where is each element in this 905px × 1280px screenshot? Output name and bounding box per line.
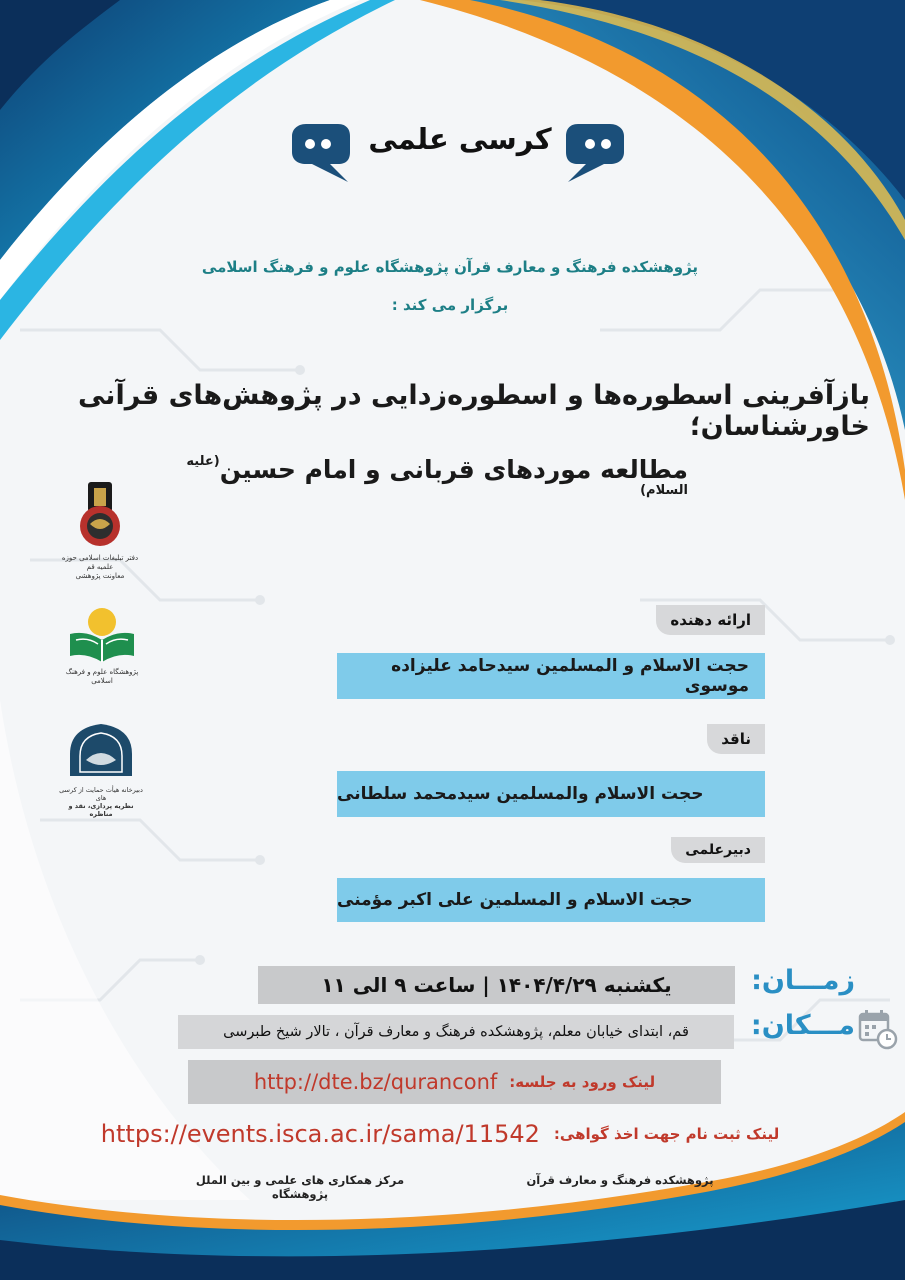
logo-research-institute [62,604,142,686]
event-time-value: یکشنبه ۱۴۰۴/۴/۲۹ | ساعت ۹ الی ۱۱ [258,966,735,1004]
event-subtitle-honorific: (علیه السلام) [186,453,688,498]
logo-caption-2a: پژوهشگاه علوم و فرهنگ اسلامی [65,668,139,685]
event-place-label: مـــکان: [750,1010,855,1041]
session-link-url[interactable]: http://dte.bz/quranconf [253,1070,498,1094]
event-title: بازآفرینی اسطوره‌ها و اسطوره‌زدایی در پژوهش‌های قرآنی خاورشناسان؛ [77,380,870,442]
registration-row [60,1120,820,1148]
event-subtitle [150,455,688,513]
logo-caption-3b: نظریه پردازی، نقد و مناظره [68,802,134,818]
event-time-label: زمـــان: [751,965,855,996]
session-link-label: لینک ورود به جلسه: [509,1073,656,1091]
book-sun-logo-icon [62,604,142,664]
role-name-presenter: حجت الاسلام و المسلمین سیدحامد علیزاده موسوی [337,653,765,699]
calendar-clock-icon [858,1008,898,1050]
registration-url[interactable]: https://events.isca.ac.ir/sama/11542 [100,1120,540,1148]
logo-secretariat [56,720,146,818]
organizer-hosts: برگزار می کند : [391,296,509,314]
event-subtitle-main: مطالعه موردهای قربانی و امام حسین [219,455,688,484]
session-link-box [188,1060,721,1104]
footer-left-org: مرکز همکاری های علمی و بین الملل پژوهشگاه [195,1173,405,1201]
footer-right-org: پژوهشکده فرهنگ و معارف قرآن [526,1173,714,1187]
header-title: کرسی علمی [368,122,552,156]
event-place-value: قم، ابتدای خیابان معلم، پژوهشکده فرهنگ و معارف قرآن ، تالار شیخ طبرسی [178,1015,734,1049]
role-label-secretary: دبیرعلمی [671,837,765,863]
registration-label: لینک ثبت نام جهت اخذ گواهی: [553,1125,780,1143]
logo-caption-1b: معاونت پژوهشی [75,572,125,580]
logo-research-deputy [60,480,140,581]
logo-caption-3a: دبیرخانه هیأت حمایت از کرسی های [59,786,143,802]
logo-caption-1a: دفتر تبلیغات اسلامی حوزه علمیه قم [61,554,139,571]
organizer-name: پژوهشکده فرهنگ و معارف قرآن پژوهشگاه علوم و فرهنگ اسلامی [201,258,699,276]
role-label-presenter: ارائه دهنده [656,605,765,635]
role-name-secretary: حجت الاسلام و المسلمین علی اکبر مؤمنی [337,878,765,922]
role-label-critic: ناقد [707,724,765,754]
seal-logo-icon [60,480,140,550]
dome-logo-icon [56,720,146,782]
role-name-critic: حجت الاسلام والمسلمین سیدمحمد سلطانی [337,771,765,817]
